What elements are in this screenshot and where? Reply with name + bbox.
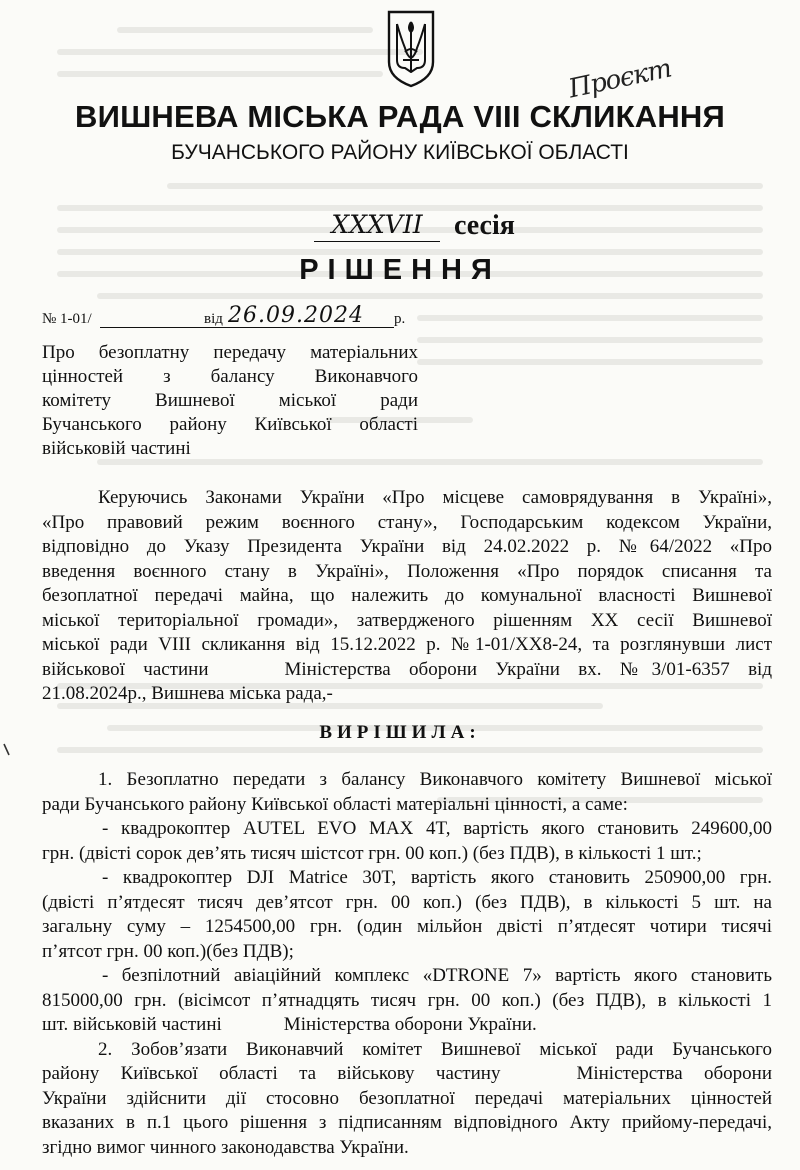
preamble-line: «Про правовий режим воєнного стану», Господарським кодексом України, <box>42 511 772 533</box>
subject-line: Про безоплатну передачу матеріальних <box>42 342 418 363</box>
preamble-line: міської територіальної громади», затвердженого рішенням XX сесії Вишневої <box>42 609 772 631</box>
draft-handwritten-mark: Проєкт <box>566 53 674 105</box>
military-unit-text: району Київської області та військову частину <box>42 1063 501 1084</box>
decision-title: РІШЕННЯ <box>299 254 501 286</box>
preamble-line <box>42 658 772 683</box>
decision-date: 26.09.2024 <box>228 303 364 328</box>
goods-line: п’ятсот грн. 00 коп.)(без ПДВ); <box>42 940 294 962</box>
goods-line: 815000,00 грн. (вісімсот п’ятнадцять тисяч грн. 00 коп.) (без ПДВ), в кількості 1 <box>42 989 772 1011</box>
goods-line: - квадрокоптер DJI Matrice 30T, вартість якого становить 250900,00 грн. <box>102 867 772 888</box>
preamble-line: 21.08.2024р., Вишнева міська рада,- <box>42 683 333 704</box>
council-title: ВИШНЕВА МІСЬКА РАДА VIII СКЛИКАННЯ <box>75 99 725 134</box>
military-unit-label: військової частини <box>42 658 209 680</box>
preamble-paragraph <box>42 486 772 707</box>
margin-tick-mark <box>3 743 11 757</box>
item2-line: вказаних в п.1 цього рішення з підписанням відповідного Акту прийому-передачі, <box>42 1112 772 1133</box>
session-number: XXXVII <box>314 210 440 242</box>
subject-line: цінностей з балансу Виконавчого <box>42 366 418 387</box>
ministry-letter-ref: Міністерства оборони України вх. №3/01-6357 від <box>284 658 772 680</box>
preamble-line: Керуючись Законами України «Про місцеве самоврядування в Україні», <box>98 487 772 508</box>
goods-line: (двісті п’ятдесят тисяч дев’ятсот грн. 00 коп.) (без ПДВ), в кількості 5 шт. на <box>42 891 772 913</box>
item2-line <box>42 1062 772 1087</box>
subject-line: комітету Вишневої міської ради <box>42 390 418 411</box>
session-word: сесія <box>454 210 515 241</box>
subject-line: військовій частині <box>42 438 191 459</box>
preamble-line: міської ради VIII скликання від 15.12.2022 р. №1-01/XX8-24, та розглянувши лист <box>42 634 772 655</box>
decision-reference-line <box>42 305 462 335</box>
preamble-line: введення воєнного стану в Україні», Положення «Про порядок списання та <box>42 560 772 582</box>
coat-of-arms-icon <box>385 8 437 90</box>
ministry-name: Міністерства оборони <box>576 1063 772 1084</box>
ministry-name: Міністерства оборони України. <box>283 1014 537 1035</box>
goods-line: - безпілотний авіаційний комплекс «DTRONE 7» вартість якого становить <box>102 965 772 986</box>
decision-number-label: № 1-01/ <box>42 311 92 327</box>
date-label: від <box>204 311 223 327</box>
subject-line: Бучанського району Київської області <box>42 414 418 435</box>
item2-line: 2. Зобов’язати Виконавчий комітет Вишневої міської ради Бучанського <box>98 1038 772 1060</box>
item2-line: згідно вимог чинного законодавства України. <box>42 1136 409 1158</box>
military-unit-label: шт. військовій частині <box>42 1014 222 1035</box>
resolved-heading: ВИРІШИЛА: <box>319 722 481 743</box>
session-line <box>302 210 582 250</box>
date-suffix: р. <box>394 311 406 327</box>
item2-line: України здійснити дії стосовно безоплатної передачі матеріальних цінностей <box>42 1087 772 1109</box>
goods-line: загальну суму – 1254500,00 грн. (один мільйон двісті п’ятдесят чотири тисячі <box>42 916 772 937</box>
preamble-line: безоплатної передачі майна, що належить до комунальної власності Вишневої <box>42 585 772 606</box>
resolution-items <box>42 768 772 1160</box>
goods-line <box>42 1013 772 1038</box>
item1-line: 1. Безоплатно передати з балансу Виконавчого комітету Вишневої міської <box>98 769 772 790</box>
goods-line: грн. (двісті сорок дев’ять тисяч шістсот грн. 00 коп.) (без ПДВ), в кількості 1 шт.; <box>42 842 702 864</box>
goods-line: - квадрокоптер AUTEL EVO MAX 4T, вартість якого становить 249600,00 <box>102 818 772 839</box>
date-underline <box>224 327 394 328</box>
item1-line: ради Бучанського району Київської області матеріальні цінності, а саме: <box>42 793 628 815</box>
council-subtitle: БУЧАНСЬКОГО РАЙОНУ КИЇВСЬКОЇ ОБЛАСТІ <box>171 141 629 164</box>
preamble-line: відповідно до Указу Президента України від 24.02.2022 р. №64/2022 «Про <box>42 536 772 557</box>
decision-subject <box>42 341 418 461</box>
